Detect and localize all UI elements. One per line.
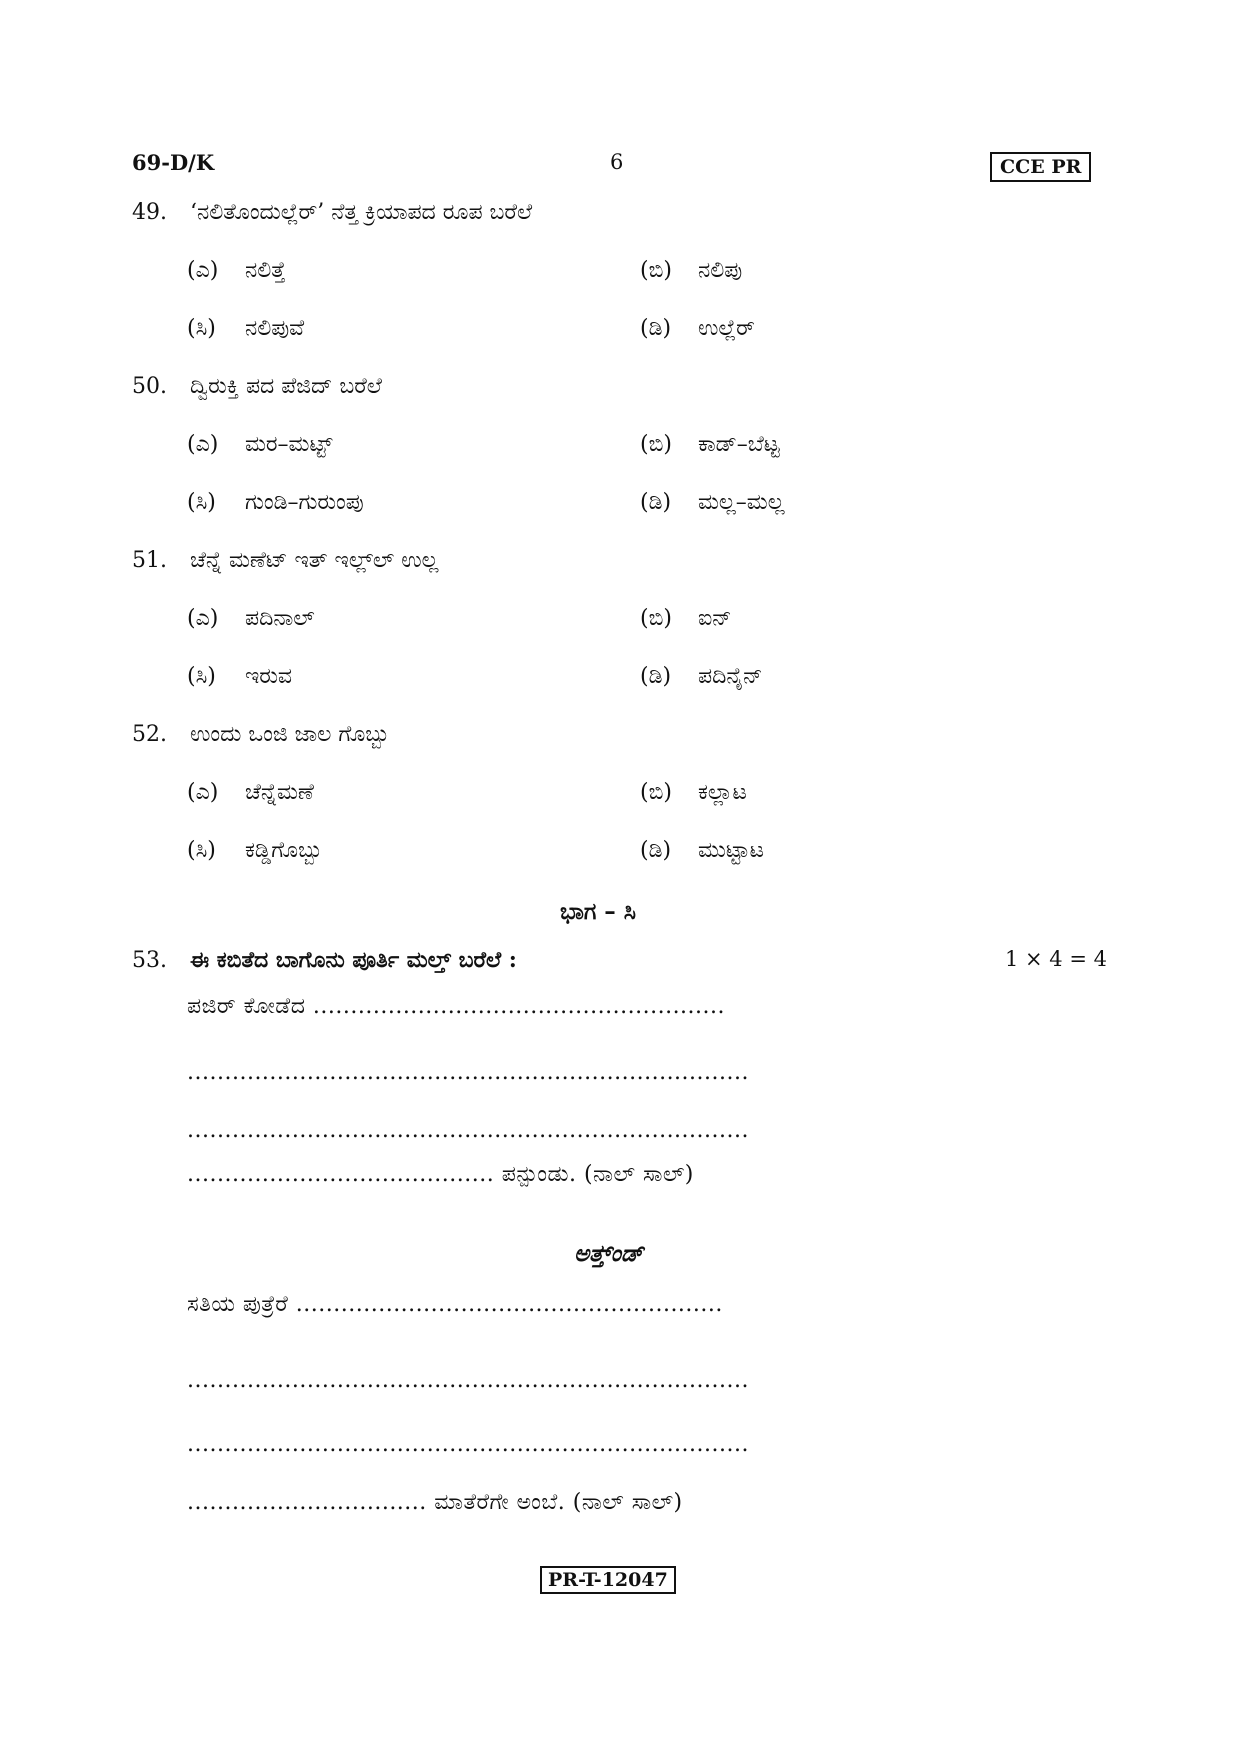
section-title: ಭಾಗ – ಸಿ <box>560 898 636 925</box>
question-number: 49. <box>132 200 167 225</box>
question-text: ಉಂದು ಒಂಜಿ ಜಾಲ ಗೊಬ್ಬು <box>190 722 390 747</box>
option-51-d: (ಡಿ) ಪದಿನೈನ್ <box>640 664 763 689</box>
option-50-b: (ಬಿ) ಕಾಡ್–ಬೆಟ್ಟ <box>640 432 780 457</box>
or-divider: ಅತ್ತ್‌ಂಡ್ <box>574 1240 644 1267</box>
question-text: ‘ನಲಿತೊಂದುಲ್ಲೆರ್’ ನೆತ್ತ ಕ್ರಿಯಾಪದ ರೂಪ ಬರೆಲೆ <box>190 200 533 225</box>
poem-line: ಪಜಿರ್ ಕೋಡೆದ ....................................................... <box>187 994 726 1019</box>
question-number: 51. <box>132 548 167 573</box>
question-50 <box>132 374 382 399</box>
option-52-d: (ಡಿ) ಮುಟ್ಟಾಟ <box>640 838 765 863</box>
option-49-c: (ಸಿ) ನಲಿಪುವೆ <box>187 316 305 341</box>
poem-line: ........................................................................... <box>187 1118 749 1143</box>
exam-badge: CCE PR <box>990 152 1091 182</box>
poem-line: ........................................................................... <box>187 1060 749 1085</box>
document-code: 69-D/K <box>132 150 215 175</box>
option-52-b: (ಬಿ) ಕಲ್ಲಾಟ <box>640 780 747 805</box>
question-text: ದ್ವಿರುಕ್ತಿ ಪದ ಪೆಜಿದ್ ಬರೆಲೆ <box>190 374 382 399</box>
question-51 <box>132 548 438 573</box>
marks: 1 × 4 = 4 <box>1005 947 1107 971</box>
poem-line: ಸತಿಯ ಪುತ್ರೆರೆ ......................................................... <box>187 1292 723 1317</box>
question-number: 52. <box>132 722 167 747</box>
question-number: 50. <box>132 374 167 399</box>
question-text: ಈ ಕಬಿತೆದ ಬಾಗೊನು ಪೂರ್ತಿ ಮಲ್ತ್ ಬರೆಲೆ : <box>190 947 517 973</box>
option-50-a: (ಎ) ಮರ–ಮಟ್ಟ್ <box>187 432 333 457</box>
poem-line: ........................................................................... <box>187 1368 749 1393</box>
option-51-b: (ಬಿ) ಐನ್ <box>640 606 732 631</box>
poem-line: ........................................................................... <box>187 1432 749 1457</box>
poem-line: ......................................... ಪನ್ಪುಂಡು. (ನಾಲ್ ಸಾಲ್) <box>187 1162 694 1187</box>
option-49-b: (ಬಿ) ನಲಿಪು <box>640 258 743 283</box>
question-52 <box>132 722 390 747</box>
question-text: ಚೆನ್ನೆ ಮಣೆಟ್ ಇತ್ ಇಲ್ಲ್‌ಲ್ ಉಲ್ಲ <box>190 548 439 573</box>
option-50-c: (ಸಿ) ಗುಂಡಿ–ಗುರುಂಪು <box>187 490 364 515</box>
page-number: 6 <box>610 150 624 174</box>
option-51-c: (ಸಿ) ಇರುವ <box>187 664 293 689</box>
option-52-a: (ಎ) ಚೆನ್ನೆಮಣೆ <box>187 780 314 805</box>
option-49-a: (ಎ) ನಲಿತ್ತೆ <box>187 258 286 283</box>
question-number: 53. <box>132 948 167 973</box>
footer-code: PR-T-12047 <box>540 1566 676 1594</box>
option-52-c: (ಸಿ) ಕಡ್ಡಿಗೊಬ್ಬು <box>187 838 323 863</box>
question-49 <box>132 200 532 225</box>
option-51-a: (ಎ) ಪದಿನಾಲ್ <box>187 606 315 631</box>
option-49-d: (ಡಿ) ಉಲ್ಲೆರ್ <box>640 316 755 341</box>
option-50-d: (ಡಿ) ಮಲ್ಲ–ಮಲ್ಲ <box>640 490 785 515</box>
question-53 <box>132 947 517 973</box>
poem-line: ................................ ಮಾತೆರೆಗೇ ಅಂಬೆ. (ನಾಲ್ ಸಾಲ್) <box>187 1490 683 1515</box>
